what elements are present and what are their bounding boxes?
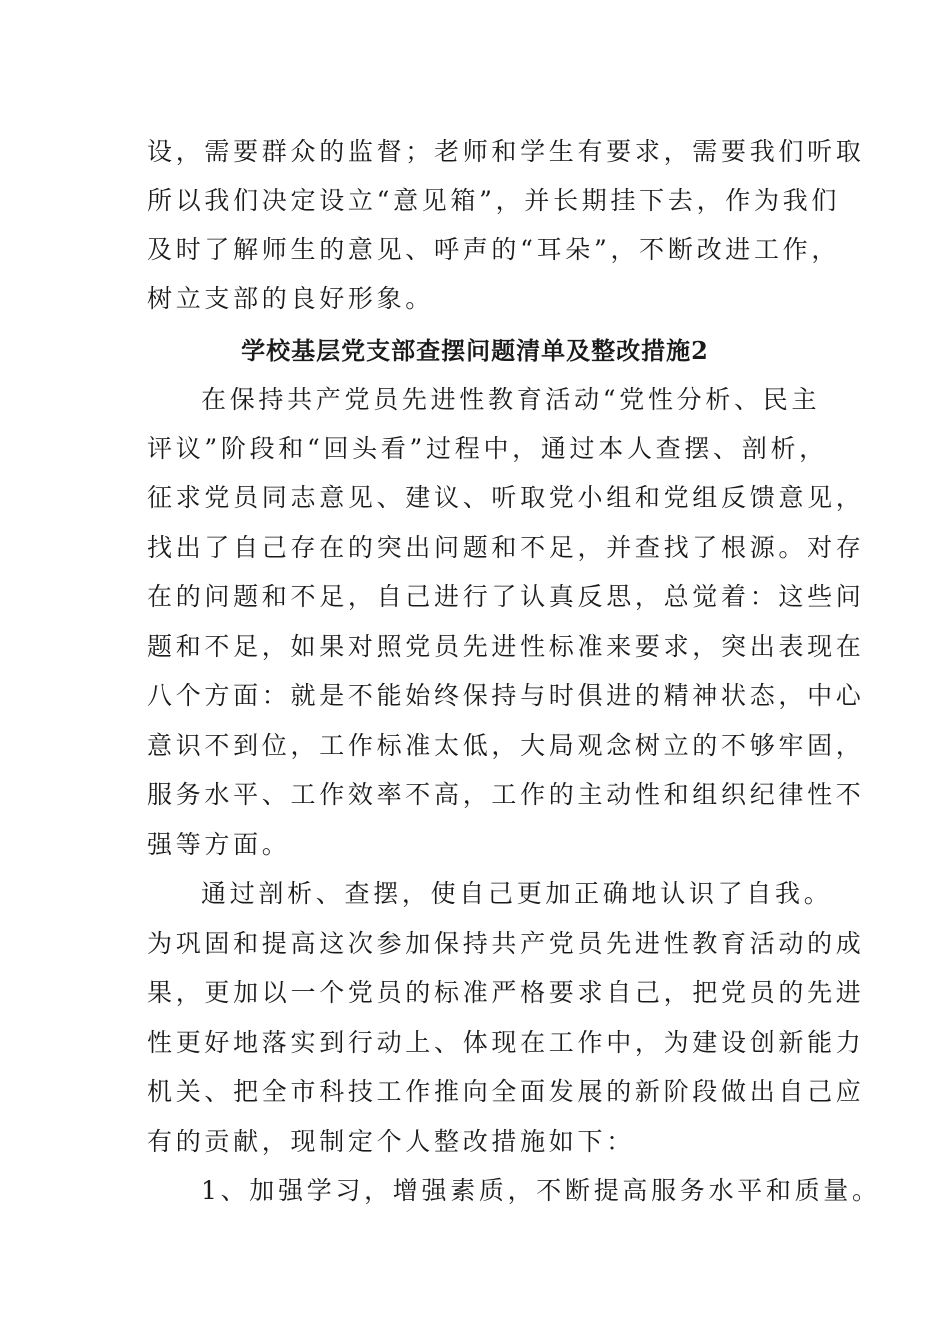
continuation-line: 设，需要群众的监督；老师和学生有要求，需要我们听取	[147, 137, 865, 166]
paragraph-line: 题和不足，如果对照党员先进性标准来要求，突出表现在	[147, 632, 865, 661]
paragraph-line: 性更好地落实到行动上、体现在工作中，为建设创新能力	[147, 1028, 865, 1057]
paragraph-line: 在保持共产党员先进性教育活动“党性分析、民主	[201, 385, 821, 414]
paragraph-line: 为巩固和提高这次参加保持共产党员先进性教育活动的成	[147, 929, 865, 958]
list-item: 1、加强学习，增强素质，不断提高服务水平和质量。	[201, 1176, 881, 1205]
section-title: 学校基层党支部查摆问题清单及整改措施2	[241, 336, 709, 365]
paragraph-line: 果，更加以一个党员的标准严格要求自己，把党员的先进	[147, 978, 865, 1007]
continuation-line: 所以我们决定设立“意见箱”，并长期挂下去，作为我们	[147, 186, 841, 215]
paragraph-line: 强等方面。	[147, 830, 291, 859]
paragraph-line: 有的贡献，现制定个人整改措施如下：	[147, 1127, 635, 1156]
paragraph-line: 征求党员同志意见、建议、听取党小组和党组反馈意见，	[147, 483, 865, 512]
paragraph-line: 服务水平、工作效率不高，工作的主动性和组织纪律性不	[147, 780, 865, 809]
paragraph-line: 在的问题和不足，自己进行了认真反思，总觉着：这些问	[147, 582, 865, 611]
paragraph-line: 评议”阶段和“回头看”过程中，通过本人查摆、剖析，	[147, 434, 828, 463]
continuation-line: 及时了解师生的意见、呼声的“耳朵”，不断改进工作，	[147, 235, 841, 264]
paragraph-line: 找出了自己存在的突出问题和不足，并查找了根源。对存	[147, 533, 865, 562]
paragraph-line: 意识不到位，工作标准太低，大局观念树立的不够牢固，	[147, 731, 865, 760]
continuation-line: 树立支部的良好形象。	[147, 284, 435, 313]
paragraph-line: 机关、把全市科技工作推向全面发展的新阶段做出自己应	[147, 1077, 865, 1106]
paragraph-line: 通过剖析、查摆，使自己更加正确地认识了自我。	[201, 879, 833, 908]
paragraph-line: 八个方面：就是不能始终保持与时俱进的精神状态，中心	[147, 681, 865, 710]
